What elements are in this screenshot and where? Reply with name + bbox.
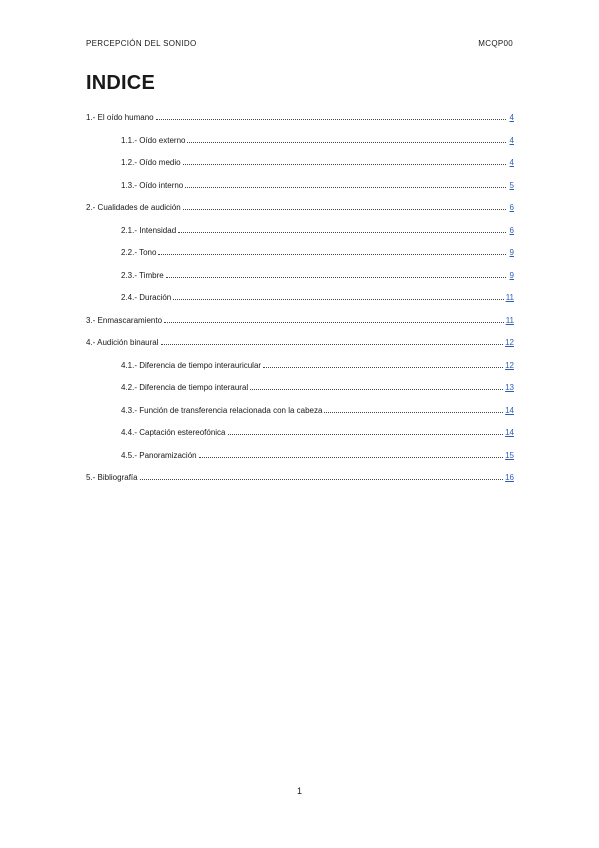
dot-leader (173, 299, 503, 300)
toc-page-link[interactable]: 6 (509, 203, 514, 212)
dot-leader (185, 187, 506, 188)
toc-entry[interactable] (121, 176, 514, 190)
dot-leader (161, 344, 504, 345)
toc-entry[interactable] (121, 221, 514, 235)
toc-page-link[interactable]: 4 (509, 113, 514, 122)
dot-leader (183, 164, 506, 165)
toc-page-link[interactable]: 11 (505, 315, 514, 325)
toc-entry-label: 1.1.- Oído externo (121, 135, 186, 145)
toc-page-link[interactable]: 9 (509, 270, 514, 280)
toc-entry-label: 2.3.- Timbre (121, 270, 164, 280)
toc-entry[interactable] (86, 468, 514, 482)
dot-leader (263, 367, 503, 368)
toc-page-link[interactable]: 6 (509, 225, 514, 235)
dot-leader (158, 254, 506, 255)
toc-page-link[interactable]: 11 (505, 293, 514, 302)
toc-page-link[interactable]: 15 (505, 450, 514, 460)
toc-page-link[interactable]: 12 (505, 360, 514, 370)
toc-entry[interactable] (86, 333, 514, 347)
toc-entry-label: 1.2.- Oído medio (121, 158, 181, 167)
toc-page-link[interactable]: 12 (505, 338, 514, 347)
toc-entry-label: 4.1.- Diferencia de tiempo interauricular (121, 360, 262, 370)
dot-leader (140, 479, 504, 480)
toc-page-link[interactable]: 14 (505, 428, 514, 437)
dot-leader (166, 277, 506, 278)
toc-entry[interactable] (121, 401, 514, 415)
toc-page-link[interactable]: 4 (509, 158, 514, 167)
toc-entry[interactable] (121, 243, 514, 257)
toc-entry-label: 1.- El oído humano (86, 113, 154, 122)
toc-entry[interactable] (121, 356, 514, 370)
page-title: INDICE (86, 72, 155, 94)
dot-leader (199, 457, 504, 458)
toc-page-link[interactable]: 13 (505, 383, 514, 392)
toc-page-link[interactable]: 16 (505, 473, 514, 482)
toc-entry-label: 2.- Cualidades de audición (86, 203, 181, 212)
toc-entry[interactable] (86, 108, 514, 122)
toc-entry-label: 2.2.- Tono (121, 248, 157, 257)
toc-page-link[interactable]: 14 (505, 405, 514, 415)
toc-entry-label: 4.5.- Panoramización (121, 450, 197, 460)
toc-entry-label: 4.4.- Captación estereofónica (121, 428, 226, 437)
toc-entry[interactable] (86, 311, 514, 325)
dot-leader (187, 142, 506, 143)
toc-entry[interactable] (121, 131, 514, 145)
dot-leader (250, 389, 503, 390)
toc-entry-label: 4.3.- Función de transferencia relacionada con la cabeza (121, 405, 323, 415)
dot-leader (183, 209, 506, 210)
toc-page-link[interactable]: 5 (509, 180, 514, 190)
dot-leader (324, 412, 503, 413)
toc-entry[interactable] (121, 266, 514, 280)
page-number: 1 (296, 786, 302, 796)
toc-entry-label: 2.4.- Duración (121, 293, 172, 302)
toc-entry-label: 4.2.- Diferencia de tiempo interaural (121, 383, 249, 392)
toc-entry-label: 5.- Bibliografía (86, 473, 138, 482)
toc-entry-label: 3.- Enmascaramiento (86, 315, 163, 325)
toc-entry[interactable] (86, 198, 514, 212)
toc-entry[interactable] (121, 288, 514, 302)
dot-leader (228, 434, 504, 435)
toc-entry[interactable] (121, 378, 514, 392)
toc-entry[interactable] (121, 446, 514, 460)
toc-page-link[interactable]: 4 (509, 135, 514, 145)
toc-entry[interactable] (121, 153, 514, 167)
toc-page-link[interactable]: 9 (509, 248, 514, 257)
dot-leader (164, 322, 504, 323)
toc-entry-label: 4.- Audición binaural (86, 338, 159, 347)
running-header-title: PERCEPCIÓN DEL SONIDO (86, 39, 197, 48)
toc-entry-label: 2.1.- Intensidad (121, 225, 177, 235)
toc-entry-label: 1.3.- Oído interno (121, 180, 184, 190)
dot-leader (178, 232, 506, 233)
toc-entry[interactable] (121, 423, 514, 437)
running-header-code: MCQP00 (478, 39, 513, 48)
dot-leader (156, 119, 506, 120)
